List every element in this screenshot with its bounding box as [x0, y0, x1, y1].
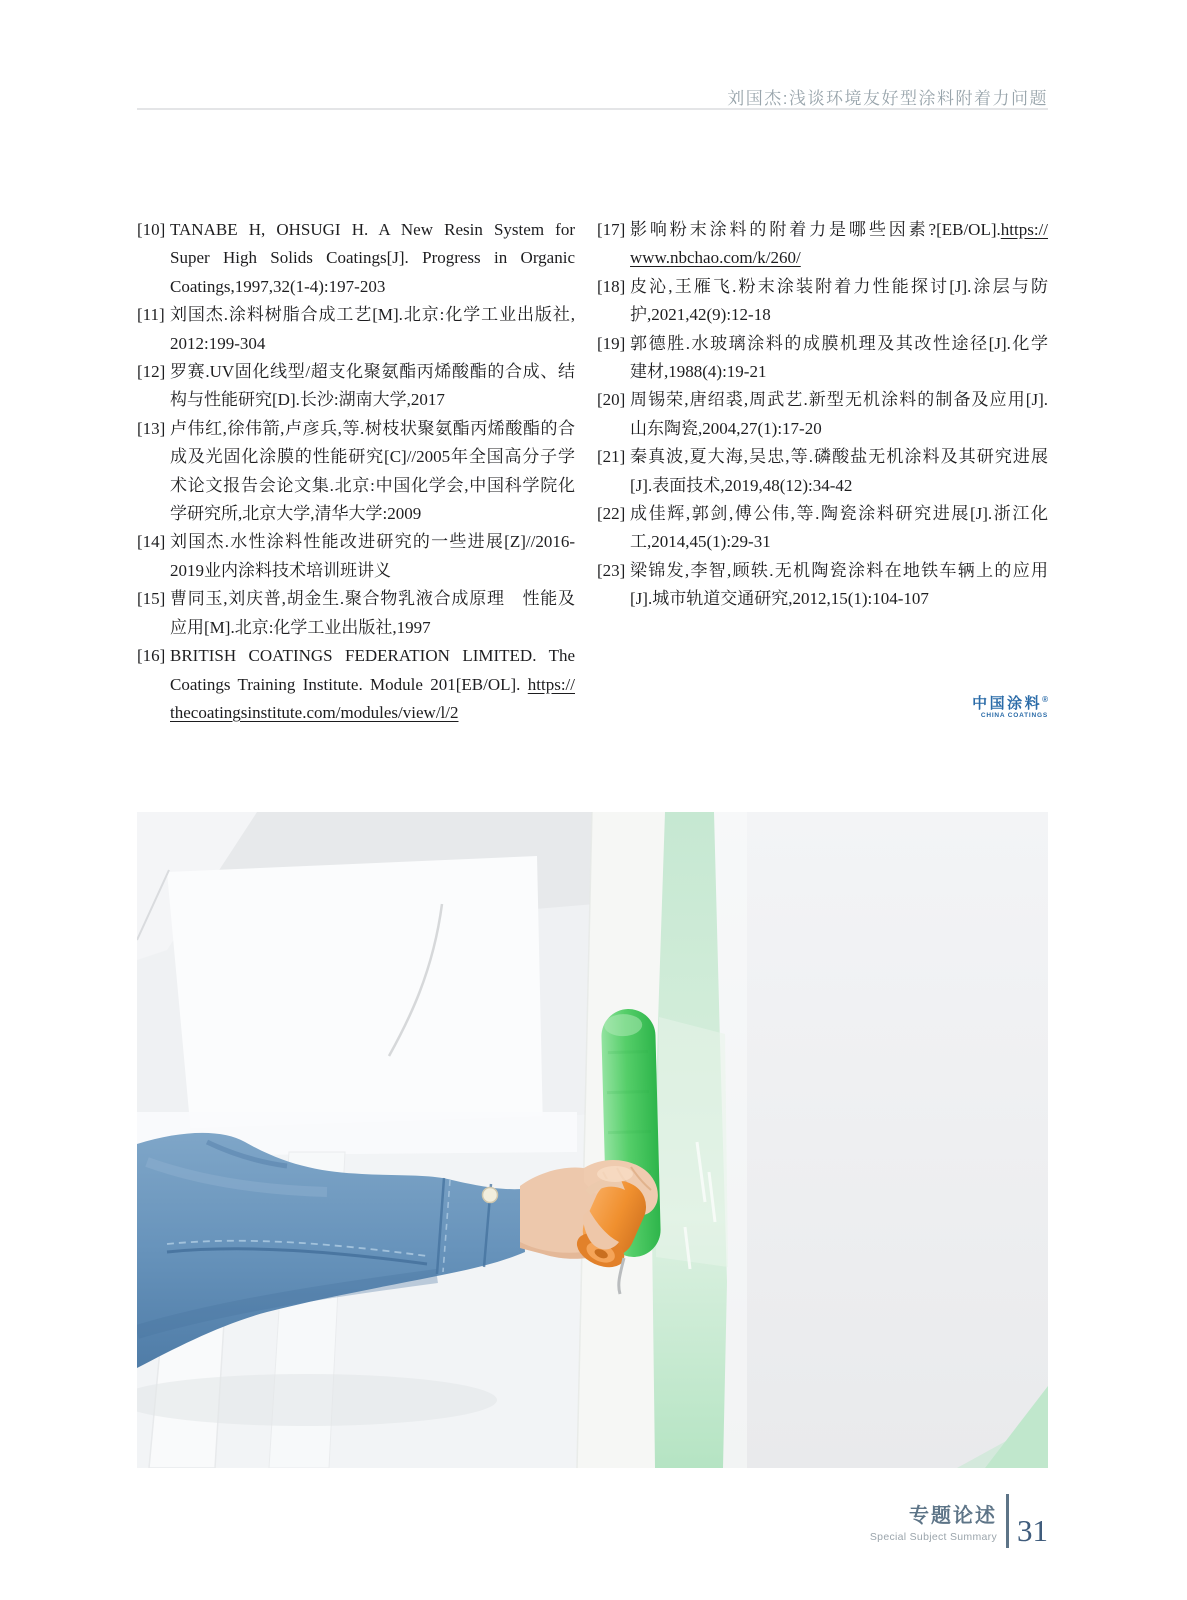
logo-english-text: CHINA COATINGS: [980, 711, 1048, 719]
reference-item: [597, 557, 1048, 614]
reference-text: [170, 585, 575, 642]
reference-number: [20]: [597, 390, 626, 410]
reference-text: [630, 386, 1048, 443]
reference-line: [630, 216, 1048, 244]
reference-number: [23]: [597, 560, 626, 580]
photo-white-panel: [167, 856, 543, 1134]
reference-text-segment: 成及光固化涂膜的性能研究[C]//2005年全国高分子学: [170, 447, 575, 467]
reference-line: [630, 386, 1048, 414]
reference-text-segment: 应用[M].北京:化学工业出版社,1997: [170, 617, 431, 637]
reference-number: [14]: [137, 532, 166, 552]
reference-line: [170, 671, 575, 699]
reference-line: [170, 557, 575, 585]
reference-number: [16]: [137, 646, 166, 666]
reference-number: [15]: [137, 589, 166, 609]
reference-line: [170, 642, 575, 670]
reference-line: [170, 443, 575, 471]
reference-text-segment: 术论文报告会论文集.北京:中国化学会,中国科学院化: [170, 475, 575, 495]
reference-line: [630, 557, 1048, 585]
reference-text: [170, 301, 575, 358]
reference-line: [170, 614, 575, 642]
reference-number: [11]: [137, 305, 165, 325]
reference-line: [170, 472, 575, 500]
reference-text-segment: 构与性能研究[D].长沙:湖南大学,2017: [170, 390, 445, 410]
photo-fresh-paint-wash: [656, 1017, 728, 1267]
reference-text: [630, 500, 1048, 557]
reference-text-segment: 工,2014,45(1):29-31: [630, 532, 771, 552]
reference-url-link[interactable]: thecoatingsinstitute.com/modules/view/l/2: [170, 702, 459, 722]
reference-text-segment: TANABE H, OHSUGI H. A New Resin System for: [170, 220, 575, 239]
reference-number: [10]: [137, 220, 166, 239]
reference-line: [170, 528, 575, 556]
reference-text-segment: 刘国杰.水性涂料性能改进研究的一些进展[Z]//2016-: [170, 532, 575, 552]
reference-text-segment: 山东陶瓷,2004,27(1):17-20: [630, 418, 822, 438]
reference-line: [630, 472, 1048, 500]
knuckle-highlight: [597, 1166, 633, 1182]
reference-text: [170, 216, 575, 301]
reference-line: [630, 358, 1048, 386]
reference-text: [630, 557, 1048, 614]
reference-item: [137, 301, 575, 358]
reference-text-segment: 成佳辉,郭剑,傅公伟,等.陶瓷涂料研究进展[J].浙江化: [630, 504, 1048, 524]
reference-text-segment: 2012:199-304: [170, 333, 266, 353]
reference-text-segment: 卢伟红,徐伟箭,卢彦兵,等.树枝状聚氨酯丙烯酸酯的合: [170, 418, 575, 438]
painting-photo: [137, 812, 1048, 1468]
reference-text-segment: 2019业内涂料技术培训班讲义: [170, 560, 391, 580]
reference-line: [630, 330, 1048, 358]
reference-line: [630, 244, 1048, 272]
reference-item: [137, 415, 575, 529]
reference-text-segment: 秦真波,夏大海,吴忠,等.磷酸盐无机涂料及其研究进展: [630, 447, 1048, 467]
reference-line: [630, 443, 1048, 471]
reference-text: [170, 415, 575, 529]
reference-text-segment: 梁锦发,李智,顾轶.无机陶瓷涂料在地铁车辆上的应用: [630, 560, 1048, 580]
photo-right-wall: [697, 812, 1048, 1468]
reference-line: [170, 500, 575, 528]
reference-item: [597, 500, 1048, 557]
reference-item: [137, 358, 575, 415]
reference-item: [137, 642, 575, 727]
reference-number: [17]: [597, 220, 626, 239]
reference-text-segment: Coatings,1997,32(1-4):197-203: [170, 276, 386, 296]
reference-line: [630, 585, 1048, 613]
reference-text: [170, 358, 575, 415]
page-footer: [870, 1494, 1048, 1548]
reference-text-segment: 罗赛.UV固化线型/超支化聚氨酯丙烯酸酯的合成、结: [170, 362, 575, 382]
registered-trademark-icon: ®: [1042, 695, 1048, 704]
reference-text-segment: 学研究所,北京大学,清华大学:2009: [170, 504, 422, 524]
page-number: 31: [1017, 1512, 1048, 1548]
reference-line: [630, 301, 1048, 329]
reference-line: [170, 699, 575, 727]
reference-line: [630, 500, 1048, 528]
reference-text: [170, 528, 575, 585]
reference-text-segment: [J].表面技术,2019,48(12):34-42: [630, 475, 853, 495]
reference-text-segment: Coatings Training Institute. Module 201[EB/OL].: [170, 674, 528, 694]
reference-item: [597, 443, 1048, 500]
china-coatings-logo: [972, 696, 1048, 720]
reference-line: [170, 358, 575, 386]
reference-line: [170, 273, 575, 301]
reference-item: [597, 330, 1048, 387]
logo-cn-label: 中国涂料: [972, 695, 1043, 712]
reference-text-segment: 周锡荣,唐绍裘,周武艺.新型无机涂料的制备及应用[J].: [630, 390, 1048, 410]
reference-line: [170, 386, 575, 414]
reference-number: [22]: [597, 504, 626, 524]
reference-text: [630, 330, 1048, 387]
footer-section-title-cn: 专题论述: [909, 1505, 997, 1527]
header-rule: [137, 108, 1048, 110]
footer-divider-bar: [1006, 1494, 1009, 1548]
logo-chinese-text: [972, 696, 1048, 712]
reference-url-link[interactable]: https://: [527, 674, 575, 694]
reference-line: [630, 415, 1048, 443]
references-section: [137, 216, 1048, 727]
reference-text-segment: 护,2021,42(9):12-18: [630, 305, 771, 325]
reference-text-segment: 曹同玉,刘庆普,胡金生.聚合物乳液合成原理 性能及: [170, 589, 575, 609]
reference-text-segment: 影响粉末涂料的附着力是哪些因素?[EB/OL].: [630, 220, 1001, 239]
reference-item: [137, 585, 575, 642]
reference-url-link[interactable]: https://: [1000, 220, 1048, 239]
reference-text-segment: Super High Solids Coatings[J]. Progress in Organic: [170, 248, 575, 268]
reference-number: [18]: [597, 276, 626, 296]
cuff-button: [483, 1188, 498, 1203]
reference-line: [630, 528, 1048, 556]
reference-url-link[interactable]: www.nbchao.com/k/260/: [630, 248, 801, 268]
reference-line: [170, 585, 575, 613]
reference-text-segment: 郭德胜.水玻璃涂料的成膜机理及其改性途径[J].化学: [630, 333, 1048, 353]
reference-item: [137, 528, 575, 585]
reference-item: [597, 216, 1048, 273]
reference-number: [21]: [597, 447, 626, 467]
painting-photo-illustration: [137, 812, 1048, 1468]
reference-line: [630, 273, 1048, 301]
reference-number: [12]: [137, 362, 166, 382]
reference-text-segment: 刘国杰.涂料树脂合成工艺[M].北京:化学工业出版社,: [170, 305, 575, 325]
reference-text-segment: BRITISH COATINGS FEDERATION LIMITED. The: [170, 646, 575, 666]
reference-text-segment: 皮沁,王雁飞.粉末涂装附着力性能探讨[J].涂层与防: [630, 276, 1048, 296]
running-title: 刘国杰:浅谈环境友好型涂料附着力问题: [727, 89, 1048, 108]
reference-text-segment: [J].城市轨道交通研究,2012,15(1):104-107: [630, 589, 929, 609]
reference-item: [597, 386, 1048, 443]
reference-text: [630, 216, 1048, 273]
reference-item: [597, 273, 1048, 330]
reference-line: [170, 301, 575, 329]
reference-text: [170, 642, 575, 727]
reference-line: [170, 330, 575, 358]
reference-line: [170, 415, 575, 443]
reference-number: [13]: [137, 418, 166, 438]
reference-line: [170, 244, 575, 272]
references-column-left: [137, 216, 575, 727]
reference-text: [630, 443, 1048, 500]
footer-section-block: [870, 1499, 997, 1543]
reference-text: [630, 273, 1048, 330]
reference-text-segment: 建材,1988(4):19-21: [630, 362, 767, 382]
footer-section-title-en: Special Subject Summary: [869, 1531, 997, 1543]
references-column-right: [597, 216, 1048, 727]
reference-number: [19]: [597, 333, 626, 353]
reference-line: [170, 216, 575, 244]
reference-item: [137, 216, 575, 301]
